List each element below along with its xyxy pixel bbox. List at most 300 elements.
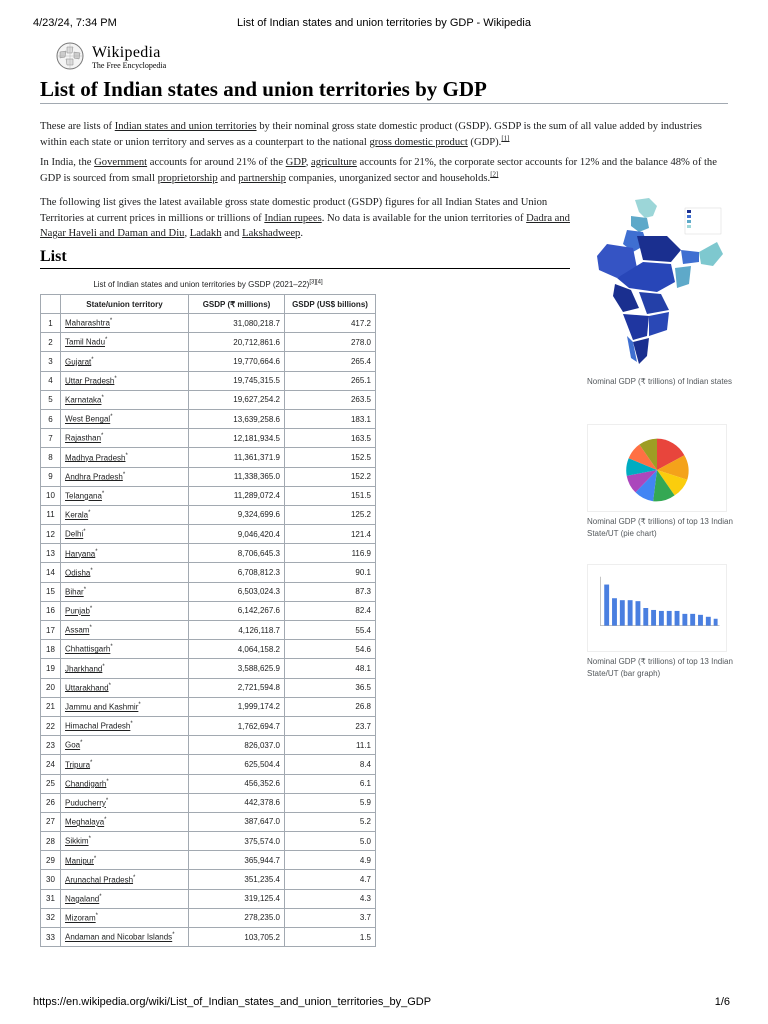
gsdp-inr-cell: 351,235.4 (189, 870, 285, 889)
gsdp-inr-cell: 19,770,664.6 (189, 352, 285, 371)
asterisk-marker: * (88, 510, 91, 517)
rank-cell: 7 (41, 429, 61, 448)
rank-cell: 9 (41, 467, 61, 486)
col-state-header[interactable]: State/union territory (61, 295, 189, 314)
gsdp-inr-cell: 31,080,218.7 (189, 314, 285, 333)
link-dadra-nagar-haveli[interactable]: Dadra and Nagar Haveli and Daman and Diu (40, 212, 570, 239)
text: . (300, 228, 304, 239)
asterisk-marker: * (93, 855, 97, 862)
state-link[interactable]: Sikkim (65, 836, 89, 846)
sector-paragraph (40, 155, 730, 186)
rank-cell: 31 (41, 889, 61, 908)
state-cell (61, 736, 189, 755)
table-row (41, 486, 376, 505)
gsdp-inr-cell: 9,324,699.6 (189, 505, 285, 524)
link-lakshadweep[interactable]: Lakshadweep (242, 228, 301, 239)
text: and (221, 228, 243, 239)
rank-cell: 32 (41, 908, 61, 927)
asterisk-marker: * (110, 414, 113, 421)
text: by their nominal gross state domestic product (GSDP). GSDP is the sum of all value added by industries within each state or union territory and serves as a counterpart to the national (40, 121, 702, 148)
state-cell (61, 467, 189, 486)
gsdp-inr-cell: 6,708,812.3 (189, 563, 285, 582)
section-heading-list: List (40, 248, 570, 269)
asterisk-marker: * (89, 606, 93, 613)
gsdp-inr-cell: 2,721,594.8 (189, 678, 285, 697)
state-link[interactable]: Andaman and Nicobar Islands (65, 932, 173, 942)
state-cell (61, 793, 189, 812)
rank-cell: 1 (41, 314, 61, 333)
rank-cell: 25 (41, 774, 61, 793)
rank-cell: 4 (41, 371, 61, 390)
state-cell (61, 390, 189, 409)
gsdp-inr-cell: 11,338,365.0 (189, 467, 285, 486)
gsdp-inr-cell: 826,037.0 (189, 736, 285, 755)
map-region (649, 312, 669, 336)
asterisk-marker: * (95, 548, 98, 555)
gsdp-usd-cell: 151.5 (285, 486, 376, 505)
table-row (41, 678, 376, 697)
text: accounts for 21%, the corporate sector accounts for 12% and the balance 48% of the GDP is sourced from small (40, 157, 717, 184)
gsdp-inr-cell: 11,289,072.4 (189, 486, 285, 505)
asterisk-marker: * (101, 433, 104, 440)
text: These are lists of (40, 121, 115, 132)
asterisk-marker: * (105, 337, 108, 344)
gsdp-usd-cell: 263.5 (285, 390, 376, 409)
table-row (41, 908, 376, 927)
map-region (639, 292, 669, 314)
table-row (41, 621, 376, 640)
bar (690, 614, 695, 626)
bar-caption: Nominal GDP (₹ trillions) of top 13 Indian State/UT (bar graph) (587, 657, 733, 678)
bar (682, 614, 687, 626)
bar (698, 615, 703, 626)
gsdp-inr-cell: 20,712,861.6 (189, 333, 285, 352)
asterisk-marker: * (110, 644, 113, 651)
state-link[interactable]: West Bengal (65, 414, 111, 424)
rank-cell: 11 (41, 505, 61, 524)
link-agriculture[interactable]: agriculture (311, 157, 357, 168)
gsdp-usd-cell: 163.5 (285, 429, 376, 448)
asterisk-marker: * (83, 586, 87, 593)
wikipedia-tagline: The Free Encyclopedia (92, 61, 167, 70)
table-row (41, 851, 376, 870)
map-region (631, 216, 649, 232)
text: companies, unorganized sector and households. (285, 172, 491, 184)
state-link[interactable]: Nagaland (65, 894, 100, 904)
rank-cell: 28 (41, 832, 61, 851)
state-cell (61, 563, 189, 582)
state-cell (61, 774, 189, 793)
state-link[interactable]: Manipur (65, 856, 94, 866)
table-row (41, 697, 376, 716)
col-inr-header[interactable]: GSDP (₹ millions) (189, 295, 285, 314)
state-cell (61, 889, 189, 908)
bar (667, 611, 672, 626)
gsdp-usd-cell: 4.7 (285, 870, 376, 889)
gsdp-usd-cell: 26.8 (285, 697, 376, 716)
state-link[interactable]: Uttar Pradesh (65, 376, 115, 386)
rank-cell: 21 (41, 697, 61, 716)
state-cell (61, 832, 189, 851)
state-cell (61, 525, 189, 544)
gsdp-inr-cell: 8,706,645.3 (189, 544, 285, 563)
state-cell (61, 371, 189, 390)
gsdp-usd-cell: 5.9 (285, 793, 376, 812)
state-cell (61, 621, 189, 640)
gsdp-inr-cell: 11,361,371.9 (189, 448, 285, 467)
state-link[interactable]: Kerala (65, 510, 89, 520)
rank-cell: 20 (41, 678, 61, 697)
state-cell (61, 429, 189, 448)
state-cell (61, 409, 189, 428)
gdp-pie-chart-image[interactable] (587, 424, 727, 512)
rank-cell: 19 (41, 659, 61, 678)
link-gross-domestic-product[interactable]: gross domestic product (369, 136, 468, 148)
asterisk-marker: * (90, 567, 93, 574)
asterisk-marker: * (138, 702, 141, 709)
rank-cell: 27 (41, 812, 61, 831)
text: (GDP). (467, 136, 502, 148)
table-row (41, 755, 376, 774)
asterisk-marker: * (130, 721, 133, 728)
table-row (41, 448, 376, 467)
map-region (635, 198, 657, 218)
state-link[interactable]: Jammu and Kashmir (65, 702, 139, 712)
state-link[interactable]: Delhi (65, 529, 84, 539)
state-cell (61, 333, 189, 352)
asterisk-marker: * (109, 318, 113, 325)
state-link[interactable]: Mizoram (65, 913, 96, 923)
state-link[interactable]: Madhya Pradesh (65, 453, 126, 463)
asterisk-marker: * (133, 874, 136, 881)
table-header-row (41, 295, 376, 314)
table-row (41, 409, 376, 428)
state-link[interactable]: Arunachal Pradesh (65, 875, 134, 885)
asterisk-marker: * (104, 817, 107, 824)
table-row (41, 390, 376, 409)
asterisk-marker: * (89, 625, 92, 632)
state-link[interactable]: Tamil Nadu (65, 338, 106, 348)
rank-cell: 12 (41, 525, 61, 544)
gsdp-inr-cell: 278,235.0 (189, 908, 285, 927)
text: . No data is available for the union territories of (321, 212, 527, 224)
state-link[interactable]: Assam (65, 625, 90, 635)
table-row (41, 870, 376, 889)
gsdp-inr-cell: 365,944.7 (189, 851, 285, 870)
print-date: 4/23/24, 7:34 PM (33, 17, 117, 29)
asterisk-marker: * (114, 375, 117, 382)
bar (651, 610, 656, 626)
gsdp-usd-cell: 125.2 (285, 505, 376, 524)
gsdp-usd-cell: 4.9 (285, 851, 376, 870)
india-gdp-map-image[interactable] (587, 196, 727, 372)
ref-link-2[interactable]: [2] (490, 169, 499, 178)
list-description-paragraph (40, 195, 576, 242)
rank-cell: 22 (41, 716, 61, 735)
state-link[interactable]: Andhra Pradesh (65, 472, 123, 482)
print-title: List of Indian states and union territories by GDP - Wikipedia (237, 17, 531, 29)
asterisk-marker: * (88, 836, 91, 843)
table-row (41, 832, 376, 851)
state-cell (61, 505, 189, 524)
link-proprietorship[interactable]: proprietorship (157, 172, 218, 184)
asterisk-marker: * (91, 356, 94, 363)
gsdp-usd-cell: 11.1 (285, 736, 376, 755)
gsdp-usd-cell: 55.4 (285, 621, 376, 640)
table-row (41, 352, 376, 371)
col-usd-header[interactable]: GSDP (US$ billions) (285, 295, 376, 314)
gsdp-usd-cell: 36.5 (285, 678, 376, 697)
asterisk-marker: * (101, 490, 105, 497)
state-link[interactable]: Haryana (65, 549, 96, 559)
caption-refs[interactable]: [3][4] (309, 279, 323, 286)
asterisk-marker: * (106, 778, 109, 785)
gsdp-inr-cell: 12,181,934.5 (189, 429, 285, 448)
table-caption (40, 280, 376, 289)
state-link[interactable]: Jharkhand (65, 664, 103, 674)
table-body (41, 314, 376, 947)
gsdp-usd-cell: 152.2 (285, 467, 376, 486)
state-cell (61, 716, 189, 735)
gsdp-usd-cell: 265.1 (285, 371, 376, 390)
rank-cell: 30 (41, 870, 61, 889)
text: accounts for around 21% of the (147, 157, 286, 168)
rank-cell: 5 (41, 390, 61, 409)
text: , (184, 228, 190, 239)
text: In India, the (40, 157, 95, 168)
gsdp-usd-cell: 183.1 (285, 409, 376, 428)
ref-link-1[interactable]: [1] (501, 133, 510, 142)
table-row (41, 314, 376, 333)
gsdp-inr-cell: 442,378.6 (189, 793, 285, 812)
table-row (41, 563, 376, 582)
state-cell (61, 659, 189, 678)
state-cell (61, 544, 189, 563)
table-row (41, 371, 376, 390)
asterisk-marker: * (108, 682, 111, 689)
rank-cell: 23 (41, 736, 61, 755)
state-link[interactable]: Chhattisgarh (65, 645, 111, 655)
text: The following list gives the latest available gross state domestic product (GSDP) figures for all Indian States and Union Territories at current prices in millions or trillions of (40, 197, 548, 224)
gsdp-usd-cell: 82.4 (285, 601, 376, 620)
table-row (41, 889, 376, 908)
rank-cell: 26 (41, 793, 61, 812)
rank-cell: 24 (41, 755, 61, 774)
map-region (623, 314, 649, 340)
state-cell (61, 448, 189, 467)
table-row (41, 525, 376, 544)
gsdp-inr-cell: 1,999,174.2 (189, 697, 285, 716)
link-government[interactable]: Government (94, 157, 148, 168)
asterisk-marker: * (90, 759, 93, 766)
asterisk-marker: * (101, 395, 104, 402)
state-cell (61, 908, 189, 927)
gsdp-inr-cell: 103,705.2 (189, 928, 285, 947)
bar (706, 617, 711, 626)
gsdp-usd-cell: 116.9 (285, 544, 376, 563)
rank-cell: 8 (41, 448, 61, 467)
gsdp-inr-cell: 6,503,024.3 (189, 582, 285, 601)
gsdp-inr-cell: 6,142,267.6 (189, 601, 285, 620)
gsdp-usd-cell: 265.4 (285, 352, 376, 371)
state-link[interactable]: Telangana (65, 491, 102, 501)
asterisk-marker: * (83, 529, 86, 536)
asterisk-marker: * (95, 913, 99, 920)
gsdp-usd-cell: 417.2 (285, 314, 376, 333)
table-row (41, 505, 376, 524)
gsdp-usd-cell: 121.4 (285, 525, 376, 544)
link-indian-rupees[interactable]: Indian rupees (264, 212, 322, 224)
state-link[interactable]: Meghalaya (65, 817, 105, 827)
state-link[interactable]: Himachal Pradesh (65, 721, 131, 731)
link-indian-states[interactable]: Indian states and union territories (114, 121, 257, 132)
rank-cell: 29 (41, 851, 61, 870)
bar (620, 600, 625, 625)
table-row (41, 812, 376, 831)
gsdp-inr-cell: 13,639,258.6 (189, 409, 285, 428)
gsdp-usd-cell: 8.4 (285, 755, 376, 774)
state-cell (61, 678, 189, 697)
print-header (33, 17, 735, 29)
state-link[interactable]: Rajasthan (65, 434, 102, 444)
gsdp-inr-cell: 3,588,625.9 (189, 659, 285, 678)
state-link[interactable]: Bihar (65, 587, 84, 597)
link-partnership[interactable]: partnership (238, 172, 286, 184)
bar (714, 619, 718, 626)
map-region (681, 250, 699, 264)
asterisk-marker: * (102, 663, 105, 670)
table-row (41, 467, 376, 486)
map-region (637, 236, 681, 262)
gsdp-usd-cell: 87.3 (285, 582, 376, 601)
link-gdp[interactable]: GDP (285, 157, 306, 168)
wikipedia-globe-icon (55, 41, 85, 71)
map-region (699, 242, 723, 266)
gsdp-usd-cell: 152.5 (285, 448, 376, 467)
asterisk-marker: * (99, 893, 102, 900)
table-row (41, 774, 376, 793)
print-page-number: 1/6 (714, 996, 730, 1008)
table-row (41, 928, 376, 947)
asterisk-marker: * (80, 740, 83, 747)
gsdp-usd-cell: 1.5 (285, 928, 376, 947)
gsdp-inr-cell: 4,064,158.2 (189, 640, 285, 659)
page-title: List of Indian states and union territories by GDP (40, 76, 728, 104)
wikipedia-logo[interactable] (55, 41, 195, 71)
caption-text: List of Indian states and union territories by GSDP (2021–22) (93, 280, 310, 289)
gsdp-usd-cell: 3.7 (285, 908, 376, 927)
state-link[interactable]: Gujarat (65, 357, 92, 367)
col-rank-header[interactable] (41, 295, 61, 314)
wikipedia-wordmark: Wikipedia (92, 44, 161, 61)
table-row (41, 736, 376, 755)
asterisk-marker: * (172, 932, 175, 939)
gsdp-inr-cell: 9,046,420.4 (189, 525, 285, 544)
state-link[interactable]: Uttarakhand (65, 683, 109, 693)
rank-cell: 17 (41, 621, 61, 640)
rank-cell: 33 (41, 928, 61, 947)
state-cell (61, 928, 189, 947)
state-link[interactable]: Maharashtra (65, 318, 110, 328)
bar (604, 585, 609, 626)
text: and (217, 172, 239, 184)
rank-cell: 3 (41, 352, 61, 371)
state-link[interactable]: Chandigarh (65, 779, 107, 789)
legend-swatch (687, 210, 691, 213)
gsdp-usd-cell: 48.1 (285, 659, 376, 678)
rank-cell: 2 (41, 333, 61, 352)
gsdp-inr-cell: 1,762,694.7 (189, 716, 285, 735)
state-link[interactable]: Tripura (65, 760, 91, 770)
table-row (41, 582, 376, 601)
state-link[interactable]: Puducherry (65, 798, 106, 808)
gsdp-inr-cell: 456,352.6 (189, 774, 285, 793)
print-footer (33, 996, 735, 1008)
state-link[interactable]: Karnataka (65, 395, 102, 405)
state-cell (61, 851, 189, 870)
gsdp-inr-cell: 19,627,254.2 (189, 390, 285, 409)
bar (675, 611, 680, 626)
rank-cell: 13 (41, 544, 61, 563)
map-region (675, 266, 691, 288)
gsdp-inr-cell: 375,574.0 (189, 832, 285, 851)
bar (643, 608, 648, 626)
legend-swatch (687, 215, 691, 218)
table-row (41, 544, 376, 563)
gsdp-inr-cell: 625,504.4 (189, 755, 285, 774)
state-cell (61, 582, 189, 601)
map-caption: Nominal GDP (₹ trillions) of Indian states (587, 377, 732, 386)
gdp-bar-chart-image[interactable] (587, 564, 727, 652)
text: , (305, 157, 311, 168)
link-ladakh[interactable]: Ladakh (189, 228, 222, 239)
gsdp-inr-cell: 4,126,118.7 (189, 621, 285, 640)
table-row (41, 333, 376, 352)
state-link[interactable]: Punjab (65, 606, 90, 616)
asterisk-marker: * (122, 471, 126, 478)
rank-cell: 6 (41, 409, 61, 428)
legend-swatch (687, 225, 691, 228)
gsdp-usd-cell: 6.1 (285, 774, 376, 793)
gdp-table (40, 294, 376, 947)
rank-cell: 18 (41, 640, 61, 659)
state-cell (61, 314, 189, 333)
gsdp-inr-cell: 319,125.4 (189, 889, 285, 908)
rank-cell: 10 (41, 486, 61, 505)
state-link[interactable]: Odisha (65, 568, 91, 578)
gsdp-usd-cell: 5.2 (285, 812, 376, 831)
gsdp-usd-cell: 278.0 (285, 333, 376, 352)
print-url: https://en.wikipedia.org/wiki/List_of_Indian_states_and_union_territories_by_GDP (33, 996, 432, 1008)
state-cell (61, 352, 189, 371)
state-cell (61, 697, 189, 716)
bar (636, 601, 641, 625)
intro-paragraph (40, 119, 730, 150)
state-cell (61, 640, 189, 659)
gsdp-usd-cell: 90.1 (285, 563, 376, 582)
state-cell (61, 870, 189, 889)
state-cell (61, 812, 189, 831)
bar (612, 598, 617, 625)
rank-cell: 15 (41, 582, 61, 601)
state-link[interactable]: Goa (65, 741, 81, 751)
bar (628, 600, 633, 625)
table-row (41, 659, 376, 678)
state-cell (61, 486, 189, 505)
legend-swatch (687, 220, 691, 223)
table-row (41, 429, 376, 448)
gsdp-usd-cell: 4.3 (285, 889, 376, 908)
